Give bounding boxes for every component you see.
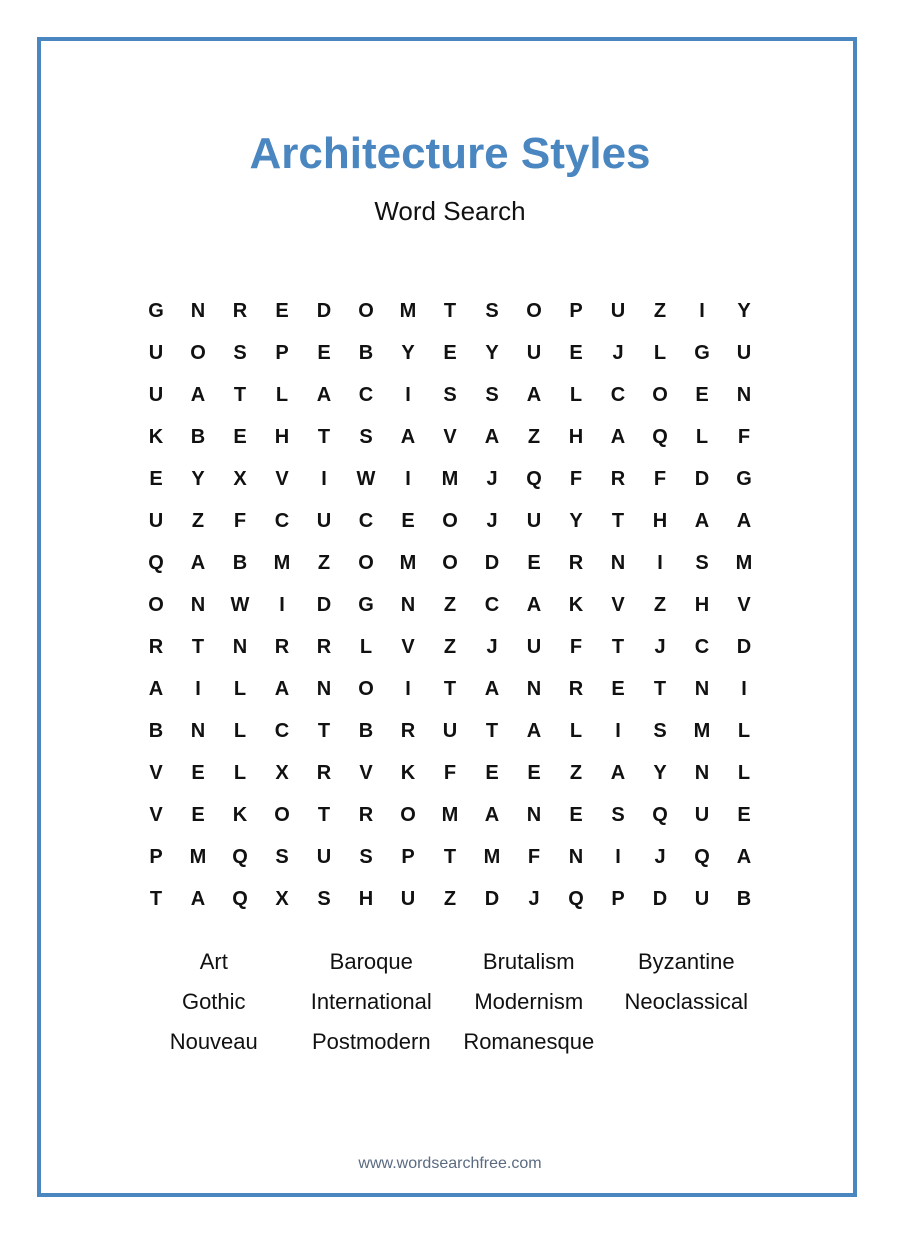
grid-cell: E [611,678,625,700]
grid-cell: I [405,678,411,700]
grid-cell: Y [653,762,667,784]
grid-cell: R [316,636,332,658]
grid-cell: I [405,384,411,406]
grid-cell: M [189,846,207,868]
grid-cell: Y [569,510,583,532]
grid-cell: D [484,552,500,574]
grid-cell: Y [485,342,499,364]
grid-cell: O [148,594,164,616]
grid-cell: D [652,888,668,910]
grid-cell: E [443,342,457,364]
grid-cell: W [230,594,250,616]
grid-cell: R [148,636,164,658]
grid-cell: Z [317,552,331,574]
grid-cell: J [654,846,666,868]
grid-cell: T [485,720,499,742]
grid-cell: A [526,594,542,616]
grid-cell: L [233,720,247,742]
grid-cell: Q [694,846,710,868]
grid-cell: I [321,468,327,490]
letter-grid [135,290,765,920]
grid-cell: V [611,594,625,616]
grid-cell: O [190,342,206,364]
word-list-item: Brutalism [482,949,575,974]
grid-cell: B [736,888,752,910]
grid-cell: S [443,384,457,406]
grid-cell: R [274,636,290,658]
grid-cell: L [275,384,289,406]
grid-cell: A [736,846,752,868]
grid-cell: V [149,762,163,784]
grid-cell: E [275,300,289,322]
word-list-item: Romanesque [463,1029,595,1054]
grid-cell: Z [191,510,205,532]
grid-cell: H [568,426,584,448]
grid-cell: O [442,510,458,532]
grid-cell: M [441,468,459,490]
grid-cell: K [568,594,584,616]
grid-cell: I [195,678,201,700]
grid-cell: K [232,804,248,826]
grid-cell: U [526,636,542,658]
grid-cell: U [148,510,164,532]
grid-cell: Z [653,594,667,616]
grid-cell: L [359,636,373,658]
grid-cell: O [274,804,290,826]
grid-cell: L [737,720,751,742]
grid-cell: E [317,342,331,364]
grid-cell: X [275,762,289,784]
grid-cell: Q [652,426,668,448]
grid-cell: T [653,678,667,700]
grid-cell: N [526,678,542,700]
grid-cell: A [484,426,500,448]
grid-cell: A [274,678,290,700]
grid-cell: N [190,300,206,322]
word-list-item: International [310,989,432,1014]
grid-cell: A [694,510,710,532]
grid-cell: J [486,510,498,532]
word-list-item: Nouveau [169,1029,258,1054]
grid-cell: C [358,510,374,532]
grid-cell: E [485,762,499,784]
grid-cell: A [190,384,206,406]
grid-cell: V [359,762,373,784]
grid-cell: H [358,888,374,910]
grid-cell: S [359,426,373,448]
grid-cell: N [568,846,584,868]
grid-cell: S [317,888,331,910]
grid-cell: Z [443,888,457,910]
grid-cell: R [400,720,416,742]
word-list-item: Art [199,949,228,974]
grid-cell: J [612,342,624,364]
grid-cell: N [526,804,542,826]
grid-cell: F [569,636,583,658]
word-list-item: Modernism [474,989,584,1014]
grid-cell: L [737,762,751,784]
grid-cell: E [569,804,583,826]
grid-cell: I [699,300,705,322]
grid-cell: T [149,888,163,910]
grid-row [135,416,765,458]
grid-cell: U [694,804,710,826]
grid-cell: M [399,300,417,322]
grid-cell: H [274,426,290,448]
grid-cell: J [486,636,498,658]
grid-cell: A [484,678,500,700]
grid-cell: T [233,384,247,406]
grid-cell: U [526,510,542,532]
grid-cell: U [316,510,332,532]
grid-cell: O [442,552,458,574]
grid-cell: K [148,426,164,448]
grid-cell: A [148,678,164,700]
grid-cell: R [232,300,248,322]
grid-cell: O [358,300,374,322]
grid-cell: F [653,468,667,490]
grid-cell: S [275,846,289,868]
grid-cell: S [653,720,667,742]
grid-cell: F [569,468,583,490]
grid-cell: P [611,888,625,910]
grid-cell: A [736,510,752,532]
grid-cell: I [741,678,747,700]
grid-cell: U [442,720,458,742]
word-list-item: Baroque [329,949,413,974]
grid-cell: O [358,552,374,574]
grid-cell: N [610,552,626,574]
grid-cell: Z [443,636,457,658]
grid-cell: Y [737,300,751,322]
grid-cell: U [526,342,542,364]
grid-cell: V [737,594,751,616]
grid-row [135,626,765,668]
grid-row [135,668,765,710]
grid-cell: E [191,804,205,826]
grid-cell: P [275,342,289,364]
grid-row [135,836,765,878]
grid-cell: A [526,720,542,742]
grid-cell: B [190,426,206,448]
grid-cell: N [316,678,332,700]
grid-cell: Y [191,468,205,490]
grid-cell: V [149,804,163,826]
grid-row [135,374,765,416]
grid-cell: D [484,888,500,910]
grid-cell: L [569,720,583,742]
grid-cell: A [190,888,206,910]
grid-cell: S [359,846,373,868]
grid-row [135,500,765,542]
grid-cell: E [527,762,541,784]
grid-cell: E [149,468,163,490]
grid-cell: U [400,888,416,910]
grid-cell: B [358,342,374,364]
grid-row [135,752,765,794]
grid-cell: T [317,426,331,448]
grid-cell: E [695,384,709,406]
grid-cell: O [358,678,374,700]
grid-cell: J [654,636,666,658]
grid-cell: E [233,426,247,448]
grid-cell: A [610,762,626,784]
grid-cell: D [316,594,332,616]
grid-cell: E [737,804,751,826]
grid-cell: B [148,720,164,742]
grid-cell: N [232,636,248,658]
grid-cell: O [526,300,542,322]
grid-cell: O [400,804,416,826]
grid-cell: M [273,552,291,574]
grid-cell: F [737,426,751,448]
grid-cell: C [610,384,626,406]
grid-cell: Z [569,762,583,784]
grid-cell: I [615,846,621,868]
grid-cell: W [356,468,376,490]
grid-cell: E [569,342,583,364]
grid-cell: P [569,300,583,322]
grid-cell: B [232,552,248,574]
grid-cell: C [274,510,290,532]
grid-cell: V [443,426,457,448]
grid-cell: T [317,720,331,742]
grid-cell: A [526,384,542,406]
grid-cell: F [443,762,457,784]
grid-cell: R [358,804,374,826]
grid-cell: S [611,804,625,826]
grid-cell: T [611,636,625,658]
grid-cell: C [484,594,500,616]
grid-cell: I [615,720,621,742]
word-list-item: Gothic [181,989,246,1014]
grid-cell: T [317,804,331,826]
word-list-item: Byzantine [637,949,735,974]
grid-cell: N [736,384,752,406]
grid-cell: S [485,300,499,322]
grid-cell: I [405,468,411,490]
grid-cell: Q [526,468,542,490]
grid-cell: N [400,594,416,616]
grid-cell: D [316,300,332,322]
grid-row [135,878,765,920]
grid-cell: G [358,594,374,616]
grid-cell: E [191,762,205,784]
grid-cell: R [610,468,626,490]
grid-cell: D [694,468,710,490]
grid-cell: I [279,594,285,616]
grid-cell: P [401,846,415,868]
grid-cell: A [484,804,500,826]
grid-cell: B [358,720,374,742]
grid-cell: J [486,468,498,490]
grid-cell: U [148,384,164,406]
grid-cell: L [233,678,247,700]
grid-cell: Z [527,426,541,448]
grid-cell: T [191,636,205,658]
grid-cell: Q [652,804,668,826]
footer-url: www.wordsearchfree.com [358,1155,542,1172]
grid-cell: L [695,426,709,448]
grid-cell: S [485,384,499,406]
grid-cell: S [695,552,709,574]
grid-cell: N [190,594,206,616]
grid-cell: C [358,384,374,406]
grid-cell: L [233,762,247,784]
grid-cell: E [527,552,541,574]
grid-cell: E [401,510,415,532]
grid-cell: G [694,342,710,364]
grid-cell: V [401,636,415,658]
grid-cell: N [190,720,206,742]
grid-cell: G [148,300,164,322]
grid-cell: H [694,594,710,616]
grid-row [135,710,765,752]
grid-cell: J [528,888,540,910]
grid-cell: F [527,846,541,868]
grid-cell: M [441,804,459,826]
grid-cell: Q [232,888,248,910]
word-list-item: Postmodern [311,1029,431,1054]
grid-cell: T [443,678,457,700]
grid-cell: Z [443,594,457,616]
word-list [135,942,765,1062]
grid-cell: N [694,678,710,700]
grid-cell: X [275,888,289,910]
grid-cell: Q [568,888,584,910]
grid-cell: C [694,636,710,658]
grid-cell: U [736,342,752,364]
grid-cell: M [483,846,501,868]
grid-row [135,332,765,374]
grid-cell: Q [148,552,164,574]
grid-cell: T [611,510,625,532]
grid-cell: R [568,552,584,574]
grid-cell: F [233,510,247,532]
grid-row [135,542,765,584]
grid-row [135,290,765,332]
grid-cell: I [657,552,663,574]
grid-cell: S [233,342,247,364]
grid-cell: L [653,342,667,364]
grid-row [135,794,765,836]
grid-cell: Q [232,846,248,868]
grid-cell: X [233,468,247,490]
grid-cell: M [399,552,417,574]
grid-cell: Z [653,300,667,322]
grid-cell: M [735,552,753,574]
grid-cell: N [694,762,710,784]
grid-row [135,458,765,500]
grid-cell: U [694,888,710,910]
grid-cell: Y [401,342,415,364]
grid-cell: H [652,510,668,532]
grid-cell: D [736,636,752,658]
grid-cell: M [693,720,711,742]
grid-cell: R [568,678,584,700]
page-title: Architecture Styles [249,129,651,178]
grid-cell: P [149,846,163,868]
grid-cell: A [190,552,206,574]
grid-row [135,584,765,626]
word-list-item: Neoclassical [624,989,748,1014]
grid-cell: A [610,426,626,448]
grid-cell: O [652,384,668,406]
grid-cell: L [569,384,583,406]
grid-cell: G [736,468,752,490]
grid-cell: U [148,342,164,364]
grid-cell: U [316,846,332,868]
grid-cell: U [610,300,626,322]
grid-cell: C [274,720,290,742]
grid-cell: R [316,762,332,784]
grid-cell: K [400,762,416,784]
grid-cell: V [275,468,289,490]
grid-cell: A [400,426,416,448]
grid-cell: T [443,846,457,868]
grid-cell: T [443,300,457,322]
grid-cell: A [316,384,332,406]
page-subtitle: Word Search [374,196,526,226]
